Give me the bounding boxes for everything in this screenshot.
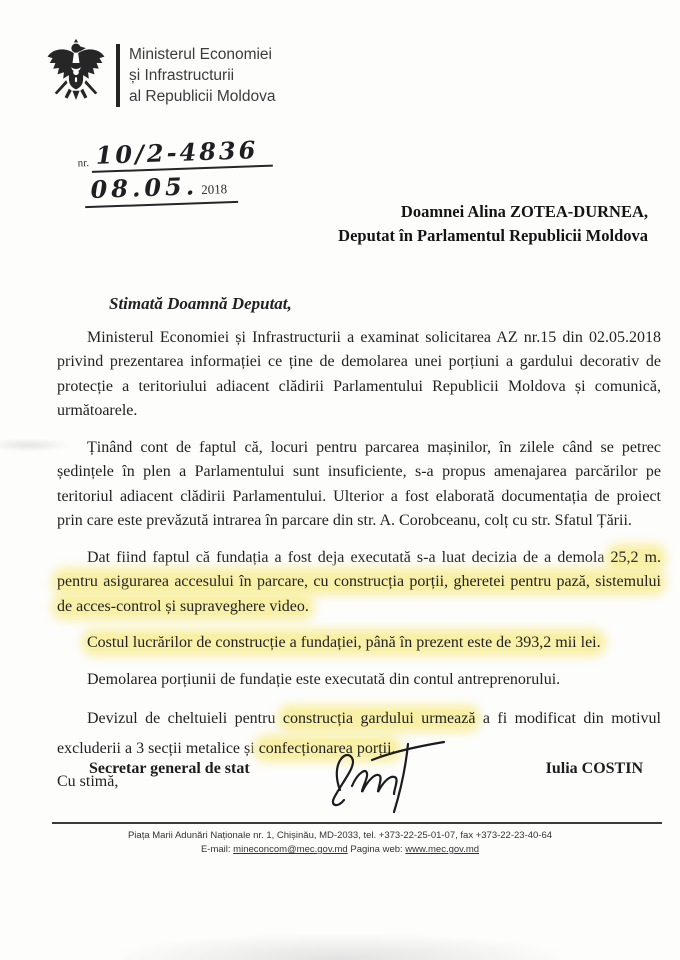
letter-body xyxy=(57,292,661,807)
paragraph-6-text: a fi modificat din motivul excluderii a 3 secții metalice și xyxy=(57,710,661,757)
salutation: Stimată Doamnă Deputat, xyxy=(109,294,292,313)
ministry-name-line: al Republicii Moldova xyxy=(129,88,276,105)
ministry-name-line: Ministerul Economiei xyxy=(129,46,272,63)
footer xyxy=(30,829,650,857)
moldova-coat-of-arms-icon xyxy=(44,36,108,110)
paragraph-3 xyxy=(57,546,661,620)
footer-email-label: E-mail: xyxy=(200,844,231,855)
signature-row xyxy=(57,738,661,818)
paragraph-4 xyxy=(57,631,661,656)
addressee-name: Doamnei Alina ZOTEA-DURNEA, xyxy=(400,202,648,221)
ministry-name xyxy=(116,44,275,107)
registration-number: 10/2-4836 xyxy=(91,135,273,173)
footer-contacts xyxy=(30,843,650,857)
ministry-name-line: și Infrastructurii xyxy=(129,67,235,84)
highlighted-text: confecționarea porții. xyxy=(258,740,396,757)
paragraph-6-text: Devizul de cheltuieli pentru xyxy=(87,710,283,727)
registration-year: 2018 xyxy=(200,181,228,198)
footer-email-link[interactable]: mineconcom@mec.gov.md xyxy=(233,844,348,855)
scan-smudge xyxy=(120,934,560,960)
highlighted-text: Costul lucrărilor de construcție a fundației, până în prezent este de 393,2 mii lei. xyxy=(87,634,601,651)
paragraph-3-text: Dat fiind faptul că fundația a fost deja executată s-a luat decizia de a demola xyxy=(87,548,611,566)
addressee-title: Deputat în Parlamentul Republicii Moldova xyxy=(338,226,648,245)
paragraph-2: Ținând cont de faptul că, locuri pentru parcarea mașinilor, în zilele când se petrec ședințele în plen a Parlamentului sunt insuficiente, s-a propus amenajarea parcărilor pe teritoriul adiacent clădirii Parlamentului. Ulterior a fost elaborată documentația de proiect prin care este prevăzută intrarea în parcare din str. A. Corobceanu, colț cu str. Sfatul Țării. xyxy=(57,438,661,529)
paragraph-1: Ministerul Economiei și Infrastructurii a examinat solicitarea AZ nr.15 din 02.05.2018 privind prezentarea informației ce ține de demolarea unei porțiuni a gardului decorativ de protecție a teritoriului adiacent clădirii Parlamentului Republicii Moldova și comunică, următoarele. xyxy=(57,328,661,419)
highlighted-text: construcția gardului urmează xyxy=(282,710,476,727)
footer-address: Piața Marii Adunări Naționale nr. 1, Chișinău, MD-2033, tel. +373-22-25-01-07, fax +373-22-23-40-64 xyxy=(127,830,553,841)
footer-divider xyxy=(52,822,662,824)
closing: Cu stimă, xyxy=(57,773,119,790)
footer-web-link[interactable]: www.mec.gov.md xyxy=(405,844,480,855)
registration-nr-label: nr. xyxy=(77,157,90,170)
signatory-title: Secretar general de stat xyxy=(89,760,250,777)
paragraph-5: Demolarea porțiunii de fundație este executată din contul antreprenorului. xyxy=(87,670,561,688)
addressee-block xyxy=(218,200,648,248)
signature-scribble-icon xyxy=(312,738,462,818)
registration-block xyxy=(77,135,274,209)
footer-web-label: Pagina web: xyxy=(350,844,403,855)
signatory-name: Iulia COSTIN xyxy=(545,760,643,777)
registration-date: 08.05. xyxy=(90,171,199,204)
highlighted-text: 25,2 m. pentru asigurarea accesului în parcare, cu construcția porții, gheretei pentru pază, sistemului de acces-control și supraveghere video. xyxy=(57,548,662,615)
